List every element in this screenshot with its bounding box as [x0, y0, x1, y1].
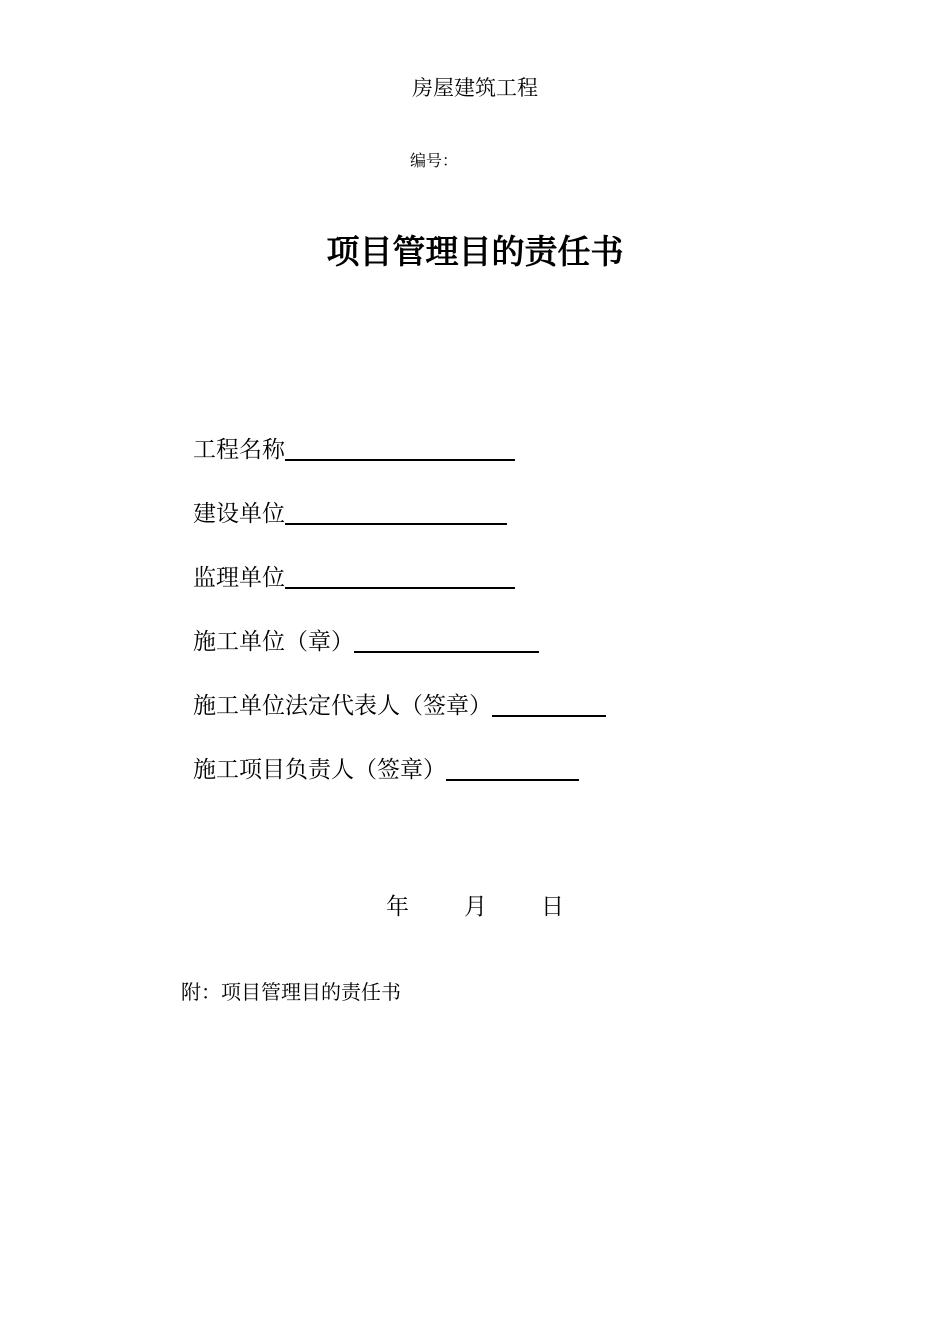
form-row-project-name	[193, 430, 515, 466]
field-label-project-name: 工程名称	[193, 437, 285, 463]
document-number-label: 编号：	[410, 151, 459, 170]
header-title: 房屋建筑工程	[412, 76, 538, 100]
field-label-construction-unit: 建设单位	[193, 501, 285, 527]
field-label-contractor-seal: 施工单位（章）	[193, 629, 354, 655]
fill-line-legal-representative[interactable]	[492, 689, 606, 717]
fill-line-construction-unit[interactable]	[285, 497, 507, 525]
page-title: 项目管理目的责任书	[326, 232, 624, 271]
form-row-contractor-seal	[193, 622, 539, 658]
field-label-supervision-unit: 监理单位	[193, 565, 285, 591]
form-row-construction-unit	[193, 494, 507, 530]
form-row-legal-representative	[193, 686, 606, 722]
form-row-supervision-unit	[193, 558, 515, 594]
date-year-label: 年	[386, 894, 409, 920]
form-row-project-manager	[193, 750, 579, 786]
date-month-label: 月	[464, 894, 487, 920]
fill-line-project-manager[interactable]	[446, 753, 579, 781]
appendix-note: 附：项目管理目的责任书	[181, 980, 401, 1004]
fill-line-contractor-seal[interactable]	[354, 625, 539, 653]
fill-line-project-name[interactable]	[285, 433, 515, 461]
field-label-legal-representative: 施工单位法定代表人（签章）	[193, 693, 492, 719]
field-label-project-manager: 施工项目负责人（签章）	[193, 757, 446, 783]
date-day-label: 日	[541, 894, 564, 920]
fill-line-supervision-unit[interactable]	[285, 561, 515, 589]
